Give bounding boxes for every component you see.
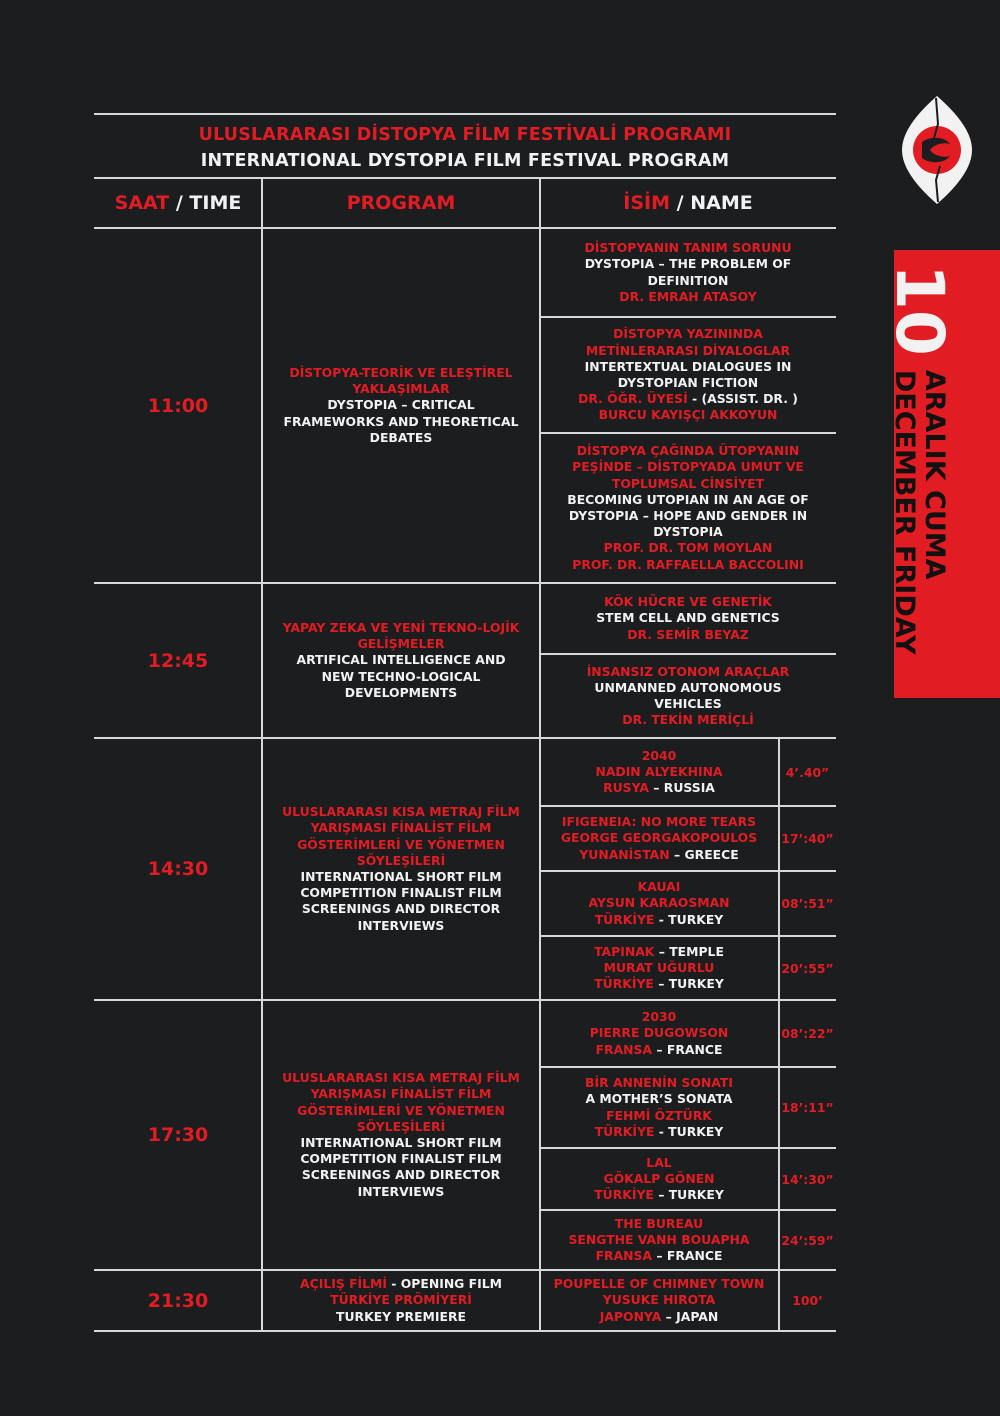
film-title: IFIGENEIA: NO MORE TEARS (561, 814, 757, 830)
session-time: 12:45 (147, 649, 209, 672)
film-item (540, 1001, 778, 1066)
film-title: TAPINAK (594, 943, 655, 959)
film-title: POUPELLE OF CHIMNEY TOWN (553, 1276, 765, 1292)
talk-item (540, 434, 836, 582)
film-duration: 100’ (792, 1293, 823, 1308)
title-en: INTERNATIONAL DYSTOPIA FILM FESTIVAL PROGRAM (200, 151, 730, 171)
col-header-time (94, 178, 262, 228)
film-item (540, 807, 778, 870)
col-header-name-tr: İSİM (623, 192, 671, 214)
film-title: LAL (646, 1154, 672, 1170)
program-en: INTERNATIONAL SHORT FILM COMPETITION FINALIST FILM SCREENINGS AND DIRECTOR INTERVIEWS (300, 1135, 502, 1199)
film-director: GÖKALP GÖNEN (603, 1170, 715, 1186)
film-country-tr: TÜRKİYE (594, 911, 655, 927)
talk-item (540, 318, 836, 432)
film-country-tr: TÜRKİYE (594, 976, 654, 992)
film-duration: 08’:51” (781, 896, 834, 911)
film-director: NADIN ALYEKHINA (595, 763, 723, 779)
col-header-program (262, 178, 540, 228)
film-country-tr: FRANSA (595, 1041, 653, 1057)
film-director: AYSUN KARAOSMAN (588, 895, 730, 911)
film-director: FEHMİ ÖZTÜRK (606, 1107, 712, 1123)
film-duration: 08’:22” (781, 1026, 834, 1041)
talk-speaker: PROF. DR. TOM MOYLAN (603, 540, 773, 556)
program-tr: ULUSLARARASI KISA METRAJ FİLM YARIŞMASI FİNALİST FİLM GÖSTERİMLERİ VE YÖNETMEN SÖYLEŞİLERİ (282, 804, 520, 868)
talk-title-tr: DİSTOPYA ÇAĞINDA ÜTOPYANIN PEŞİNDE – DİSTOPYADA UMUT VE TOPLUMSAL CİNSİYET (572, 443, 804, 491)
film-title: BİR ANNENİN SONATI (585, 1075, 733, 1091)
rule-top (94, 113, 836, 115)
program-tr: YAPAY ZEKA VE YENİ TEKNO-LOJİK GELİŞMELER (282, 619, 520, 652)
title-tr: ULUSLARARASI DİSTOPYA FİLM FESTİVALİ PROGRAMI (198, 125, 732, 145)
film-item (540, 1149, 778, 1209)
film-country-tr: TÜRKİYE (594, 1187, 654, 1203)
film-title: THE BUREAU (614, 1215, 704, 1231)
film-title: KAUAI (637, 879, 681, 895)
film-item (540, 1211, 778, 1269)
film-country-tr: YUNANİSTAN (579, 846, 670, 862)
talk-title-en: STEM CELL AND GENETICS (596, 610, 780, 626)
talk-title-tr: DİSTOPYANIN TANIM SORUNU (584, 240, 792, 256)
speaker-title-en: - (ASSIST. DR. ) (687, 391, 798, 407)
talk-title-en: DYSTOPIA – THE PROBLEM OF DEFINITION (584, 256, 792, 288)
film-country-en: – GREECE (669, 846, 739, 862)
talk-item (540, 229, 836, 316)
col-header-time-en: / TIME (175, 192, 242, 214)
film-country-en: – TURKEY (653, 976, 724, 992)
film-title: 2040 (641, 747, 677, 763)
film-country-tr: FRANSA (595, 1248, 653, 1264)
program-en-2: TURKEY PREMIERE (336, 1308, 466, 1324)
col-header-program-label: PROGRAM (346, 192, 456, 214)
program-tr: ULUSLARARASI KISA METRAJ FİLM YARIŞMASI FİNALİST FİLM GÖSTERİMLERİ VE YÖNETMEN SÖYLEŞİLERİ (282, 1070, 520, 1134)
film-director: YUSUKE HIROTA (602, 1292, 716, 1308)
film-country-en: – TURKEY (653, 1187, 724, 1203)
festival-eye-logo-icon (900, 94, 974, 206)
film-country-en: – FRANCE (652, 1041, 723, 1057)
rule-bottom (94, 1330, 836, 1332)
talk-title-en: INTERTEXTUAL DIALOGUES IN DYSTOPIAN FICTION (584, 358, 792, 390)
talk-speaker: DR. EMRAH ATASOY (619, 288, 757, 304)
session-program (262, 584, 540, 737)
film-title: 2030 (641, 1009, 677, 1025)
film-item (540, 1271, 778, 1330)
film-duration: 17’:40” (781, 831, 834, 846)
film-title-en: – TEMPLE (654, 943, 724, 959)
film-duration: 4’.40” (785, 764, 830, 780)
session-time: 14:30 (147, 858, 209, 880)
talk-title-tr: KÖK HÜCRE VE GENETİK (604, 594, 772, 610)
film-duration: 24’:59” (781, 1232, 834, 1248)
speaker-title-tr: DR. ÖĞR. ÜYESİ (578, 391, 688, 407)
col-header-name (540, 178, 836, 228)
date-banner (881, 250, 1000, 698)
program-tr-2: TÜRKİYE PRÖMİYERİ (330, 1292, 472, 1308)
talk-title-tr: DİSTOPYA YAZININDA METİNLERARASI DİYALOGLAR (585, 326, 791, 358)
film-item (540, 1068, 778, 1147)
program-tr: AÇILIŞ FİLMİ (300, 1276, 387, 1292)
col-header-time-tr: SAAT (114, 192, 170, 214)
program-en: ARTIFICAL INTELLIGENCE AND NEW TECHNO-LOGICAL DEVELOPMENTS (296, 652, 506, 700)
film-duration: 18’:11” (781, 1100, 834, 1115)
talk-speaker: DR. TEKİN MERİÇLİ (622, 712, 754, 728)
session-time: 11:00 (147, 394, 209, 417)
date-line-en: DECEMBER FRIDAY (889, 369, 920, 655)
film-item (540, 872, 778, 935)
session-program (262, 739, 540, 999)
session-program (262, 1001, 540, 1269)
film-item (540, 937, 778, 999)
film-country-en: – FRANCE (652, 1248, 723, 1264)
film-country-tr: TÜRKİYE (594, 1123, 655, 1139)
film-country-tr: JAPONYA (599, 1308, 662, 1324)
program-en: DYSTOPIA – CRITICAL FRAMEWORKS AND THEORETICAL DEBATES (283, 397, 519, 445)
film-director: PIERRE DUGOWSON (589, 1025, 729, 1041)
film-duration: 14’:30” (781, 1171, 834, 1187)
film-item (540, 739, 778, 805)
film-director: SENGTHE VANH BOUAPHA (568, 1231, 750, 1247)
talk-title-tr: İNSANSIZ OTONOM ARAÇLAR (586, 663, 790, 679)
film-director: MURAT UĞURLU (603, 959, 715, 975)
film-title-en: A MOTHER’S SONATA (585, 1091, 733, 1107)
film-country-en: - TURKEY (654, 1123, 724, 1139)
date-line-tr: ARALIK CUMA (919, 369, 950, 580)
talk-speaker: BURCU KAYIŞÇI AKKOYUN (598, 407, 778, 423)
talk-item (540, 655, 836, 737)
page-title (94, 122, 836, 174)
day-number: 10 (881, 264, 958, 356)
talk-speaker-2: PROF. DR. RAFFAELLA BACCOLINI (572, 556, 804, 572)
session-time: 17:30 (147, 1124, 209, 1146)
session-time: 21:30 (147, 1289, 209, 1312)
talk-title-en: BECOMING UTOPIAN IN AN AGE OF DYSTOPIA – HOPE AND GENDER IN DYSTOPIA (567, 491, 809, 540)
talk-item (540, 584, 836, 653)
film-director: GEORGE GEORGAKOPOULOS (560, 830, 758, 846)
film-country-en: – RUSSIA (648, 780, 715, 796)
film-country-tr: RUSYA (603, 780, 649, 796)
program-en: - OPENING FILM (386, 1276, 502, 1292)
film-country-en: – JAPAN (661, 1308, 719, 1324)
program-tr: DİSTOPYA-TEORİK VE ELEŞTİREL YAKLAŞIMLAR (289, 364, 513, 397)
film-duration: 20’:55” (781, 960, 834, 976)
talk-title-en: UNMANNED AUTONOMOUS VEHICLES (594, 679, 782, 711)
col-header-name-en: / NAME (676, 192, 753, 214)
program-en: INTERNATIONAL SHORT FILM COMPETITION FINALIST FILM SCREENINGS AND DIRECTOR INTERVIEWS (300, 869, 502, 933)
session-program (262, 229, 540, 582)
talk-speaker: DR. SEMİR BEYAZ (627, 626, 749, 642)
session-program (262, 1271, 540, 1330)
film-country-en: - TURKEY (654, 911, 724, 927)
